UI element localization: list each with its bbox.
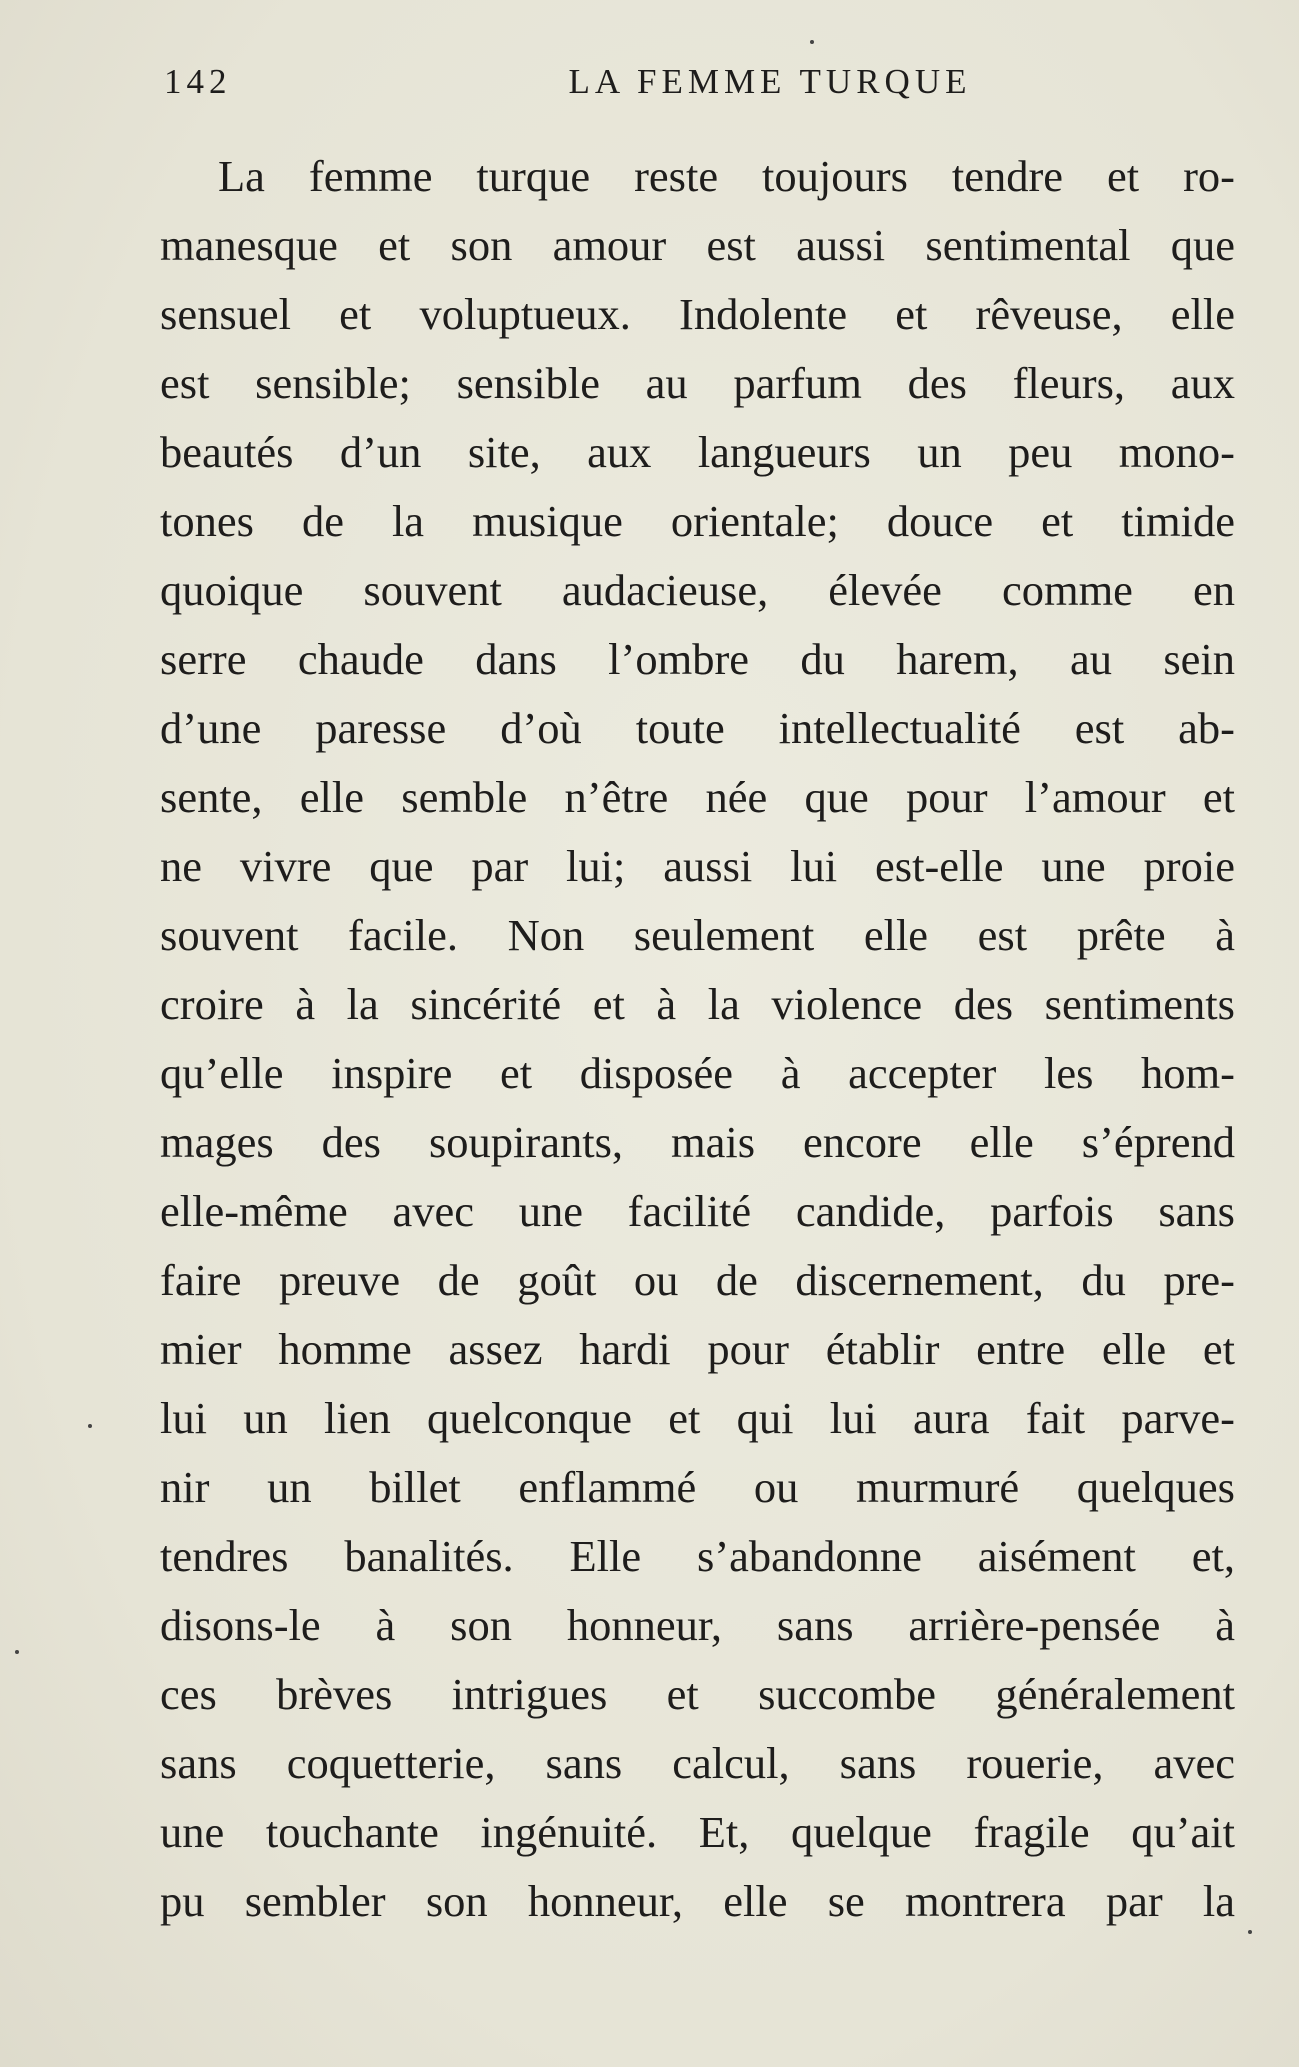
text-line: manesque et son amour est aussi sentimental que (160, 220, 1235, 270)
text-line: mier homme assez hardi pour établir entre elle et (160, 1324, 1235, 1374)
ink-speck (810, 40, 814, 44)
text-line: mages des soupirants, mais encore elle s’éprend (160, 1117, 1235, 1167)
text-line: beautés d’un site, aux langueurs un peu mono- (160, 427, 1235, 477)
ink-speck (88, 1424, 92, 1428)
text-line: tendres banalités. Elle s’abandonne aisément et, (160, 1531, 1235, 1581)
text-line: lui un lien quelconque et qui lui aura fait parve- (160, 1393, 1235, 1443)
text-line: quoique souvent audacieuse, élevée comme en (160, 565, 1235, 615)
text-line: une touchante ingénuité. Et, quelque fragile qu’ait (160, 1807, 1235, 1857)
text-line: pu sembler son honneur, elle se montrera par la (160, 1876, 1235, 1926)
text-line: est sensible; sensible au parfum des fleurs, aux (160, 358, 1235, 408)
running-title: LA FEMME TURQUE (568, 62, 972, 101)
text-line: nir un billet enflammé ou murmuré quelques (160, 1462, 1235, 1512)
text-line: ne vivre que par lui; aussi lui est-elle une proie (160, 841, 1235, 891)
text-line: croire à la sincérité et à la violence des sentiments (160, 979, 1235, 1029)
text-line: serre chaude dans l’ombre du harem, au sein (160, 634, 1235, 684)
text-line: elle-même avec une facilité candide, parfois sans (160, 1186, 1235, 1236)
ink-speck (1248, 1930, 1252, 1934)
running-head (160, 62, 1235, 112)
text-line: sensuel et voluptueux. Indolente et rêveuse, elle (160, 289, 1235, 339)
text-line: disons-le à son honneur, sans arrière-pensée à (160, 1600, 1235, 1650)
text-line: La femme turque reste toujours tendre et ro- (218, 151, 1235, 201)
body-text (160, 142, 1235, 1936)
text-line: qu’elle inspire et disposée à accepter les hom- (160, 1048, 1235, 1098)
text-line: d’une paresse d’où toute intellectualité est ab- (160, 703, 1235, 753)
text-line: ces brèves intrigues et succombe généralement (160, 1669, 1235, 1719)
text-line: faire preuve de goût ou de discernement, du pre- (160, 1255, 1235, 1305)
text-line: souvent facile. Non seulement elle est prête à (160, 910, 1235, 960)
ink-speck (15, 1650, 19, 1654)
text-line: tones de la musique orientale; douce et timide (160, 496, 1235, 546)
page-number: 142 (164, 62, 232, 101)
text-line: sans coquetterie, sans calcul, sans rouerie, avec (160, 1738, 1235, 1788)
text-line: sente, elle semble n’être née que pour l’amour et (160, 772, 1235, 822)
